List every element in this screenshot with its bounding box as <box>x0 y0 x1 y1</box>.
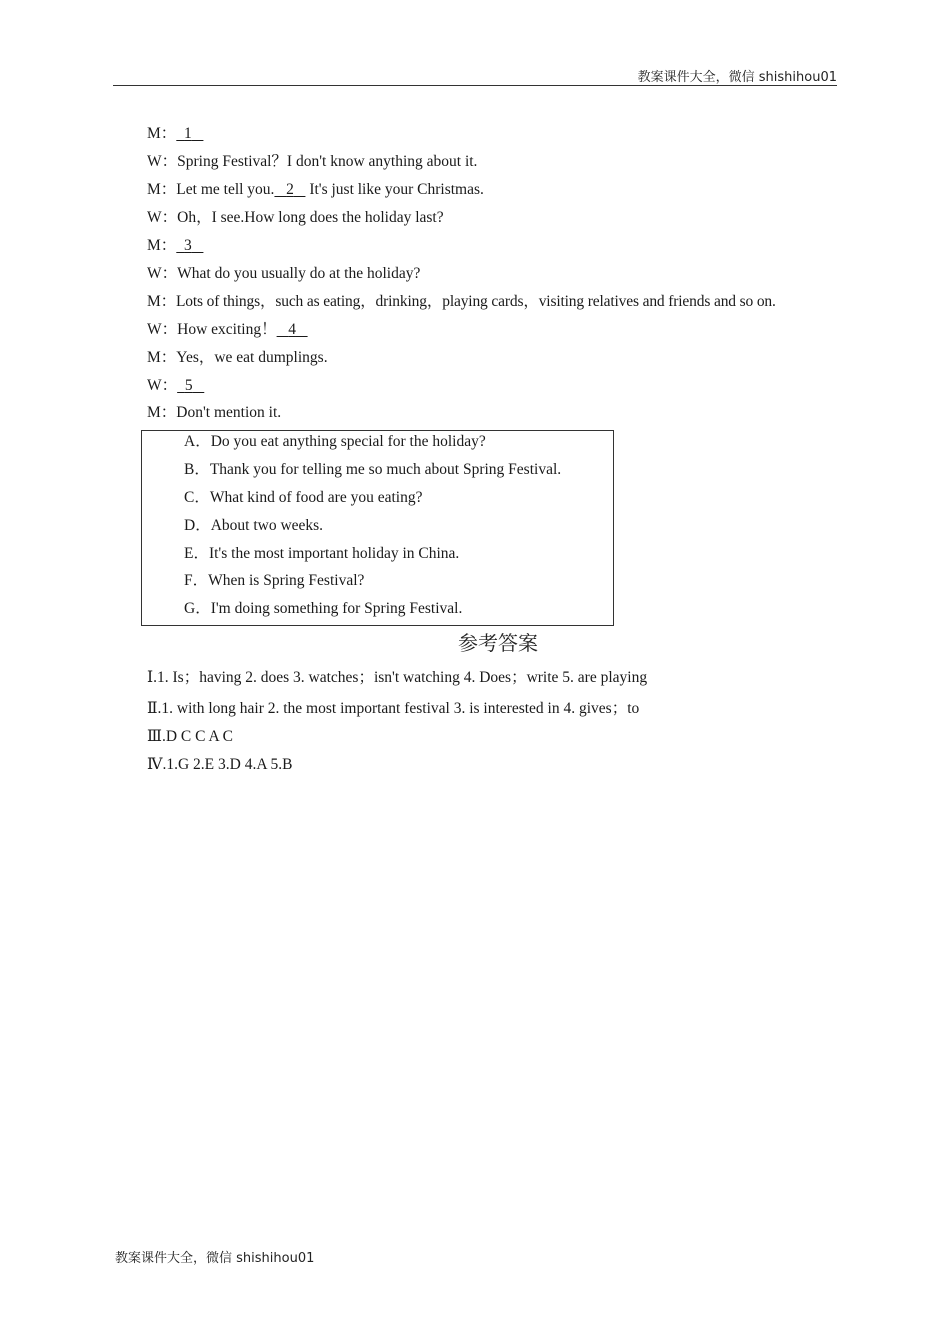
dialogue-line <box>147 152 477 172</box>
option-e: E．It's the most important holiday in China. <box>184 545 460 562</box>
dialogue-line <box>147 236 203 256</box>
answer-line-2: Ⅱ.1. with long hair 2. the most important festival 3. is interested in 4. gives；to <box>147 700 640 717</box>
line-text: Don't mention it. <box>176 404 282 421</box>
speaker: M： <box>147 293 176 310</box>
dialogue-line <box>147 180 484 200</box>
speaker: M： <box>147 237 177 254</box>
answer-blank: 1 <box>184 125 192 142</box>
line-text: Let me tell you. <box>176 181 275 198</box>
dialogue-line <box>147 124 203 144</box>
speaker: W： <box>147 377 178 394</box>
option-a: A．Do you eat anything special for the holiday? <box>184 433 486 450</box>
header-divider <box>113 85 837 86</box>
option-b: B．Thank you for telling me so much about Spring Festival. <box>184 461 562 478</box>
answer-line-3: Ⅲ.D C C A C <box>147 728 234 745</box>
speaker: M： <box>147 125 177 142</box>
line-text: Spring Festival？I don't know anything about it. <box>177 153 478 170</box>
speaker: W： <box>147 321 178 338</box>
line-text: What do you usually do at the holiday? <box>177 265 421 282</box>
dialogue-line <box>147 320 308 340</box>
line-text: Lots of things，such as eating，drinking，playing cards，visiting relatives and friends and so on. <box>175 293 776 310</box>
dialogue-line <box>147 292 776 312</box>
answer-blank: 5 <box>184 377 193 394</box>
option-g: G．I'm doing something for Spring Festival. <box>184 600 463 617</box>
answer-line-1: Ⅰ.1. Is；having 2. does 3. watches；isn't watching 4. Does；write 5. are playing <box>147 669 648 686</box>
dialogue-line <box>147 264 420 284</box>
dialogue-line <box>147 403 281 423</box>
line-text: It's just like your Christmas. <box>305 181 484 198</box>
page-header: 教案课件大全，微信 shishihou01 <box>637 70 837 85</box>
speaker: M： <box>147 349 177 366</box>
options-box <box>141 430 614 626</box>
option-f: F．When is Spring Festival? <box>184 572 365 589</box>
answer-key-title: 参考答案 <box>458 631 538 655</box>
line-text: How exciting！ <box>177 321 277 338</box>
answer-blank: 3 <box>184 237 192 254</box>
dialogue-line <box>147 208 444 228</box>
dialogue-line <box>147 376 204 396</box>
answer-blank: 2 <box>286 181 294 198</box>
speaker: M： <box>147 404 177 421</box>
speaker: W： <box>147 153 178 170</box>
speaker: M： <box>147 181 177 198</box>
option-c: C．What kind of food are you eating? <box>184 489 423 506</box>
speaker: W： <box>147 265 178 282</box>
dialogue-line <box>147 348 328 368</box>
line-text: Oh，I see.How long does the holiday last? <box>177 209 444 226</box>
option-d: D．About two weeks. <box>184 517 324 534</box>
page-footer: 教案课件大全，微信 shishihou01 <box>115 1251 315 1266</box>
answer-blank: 4 <box>288 321 296 338</box>
line-text: Yes，we eat dumplings. <box>176 349 328 366</box>
answer-line-4: Ⅳ.1.G 2.E 3.D 4.A 5.B <box>147 756 293 773</box>
speaker: W： <box>147 209 178 226</box>
